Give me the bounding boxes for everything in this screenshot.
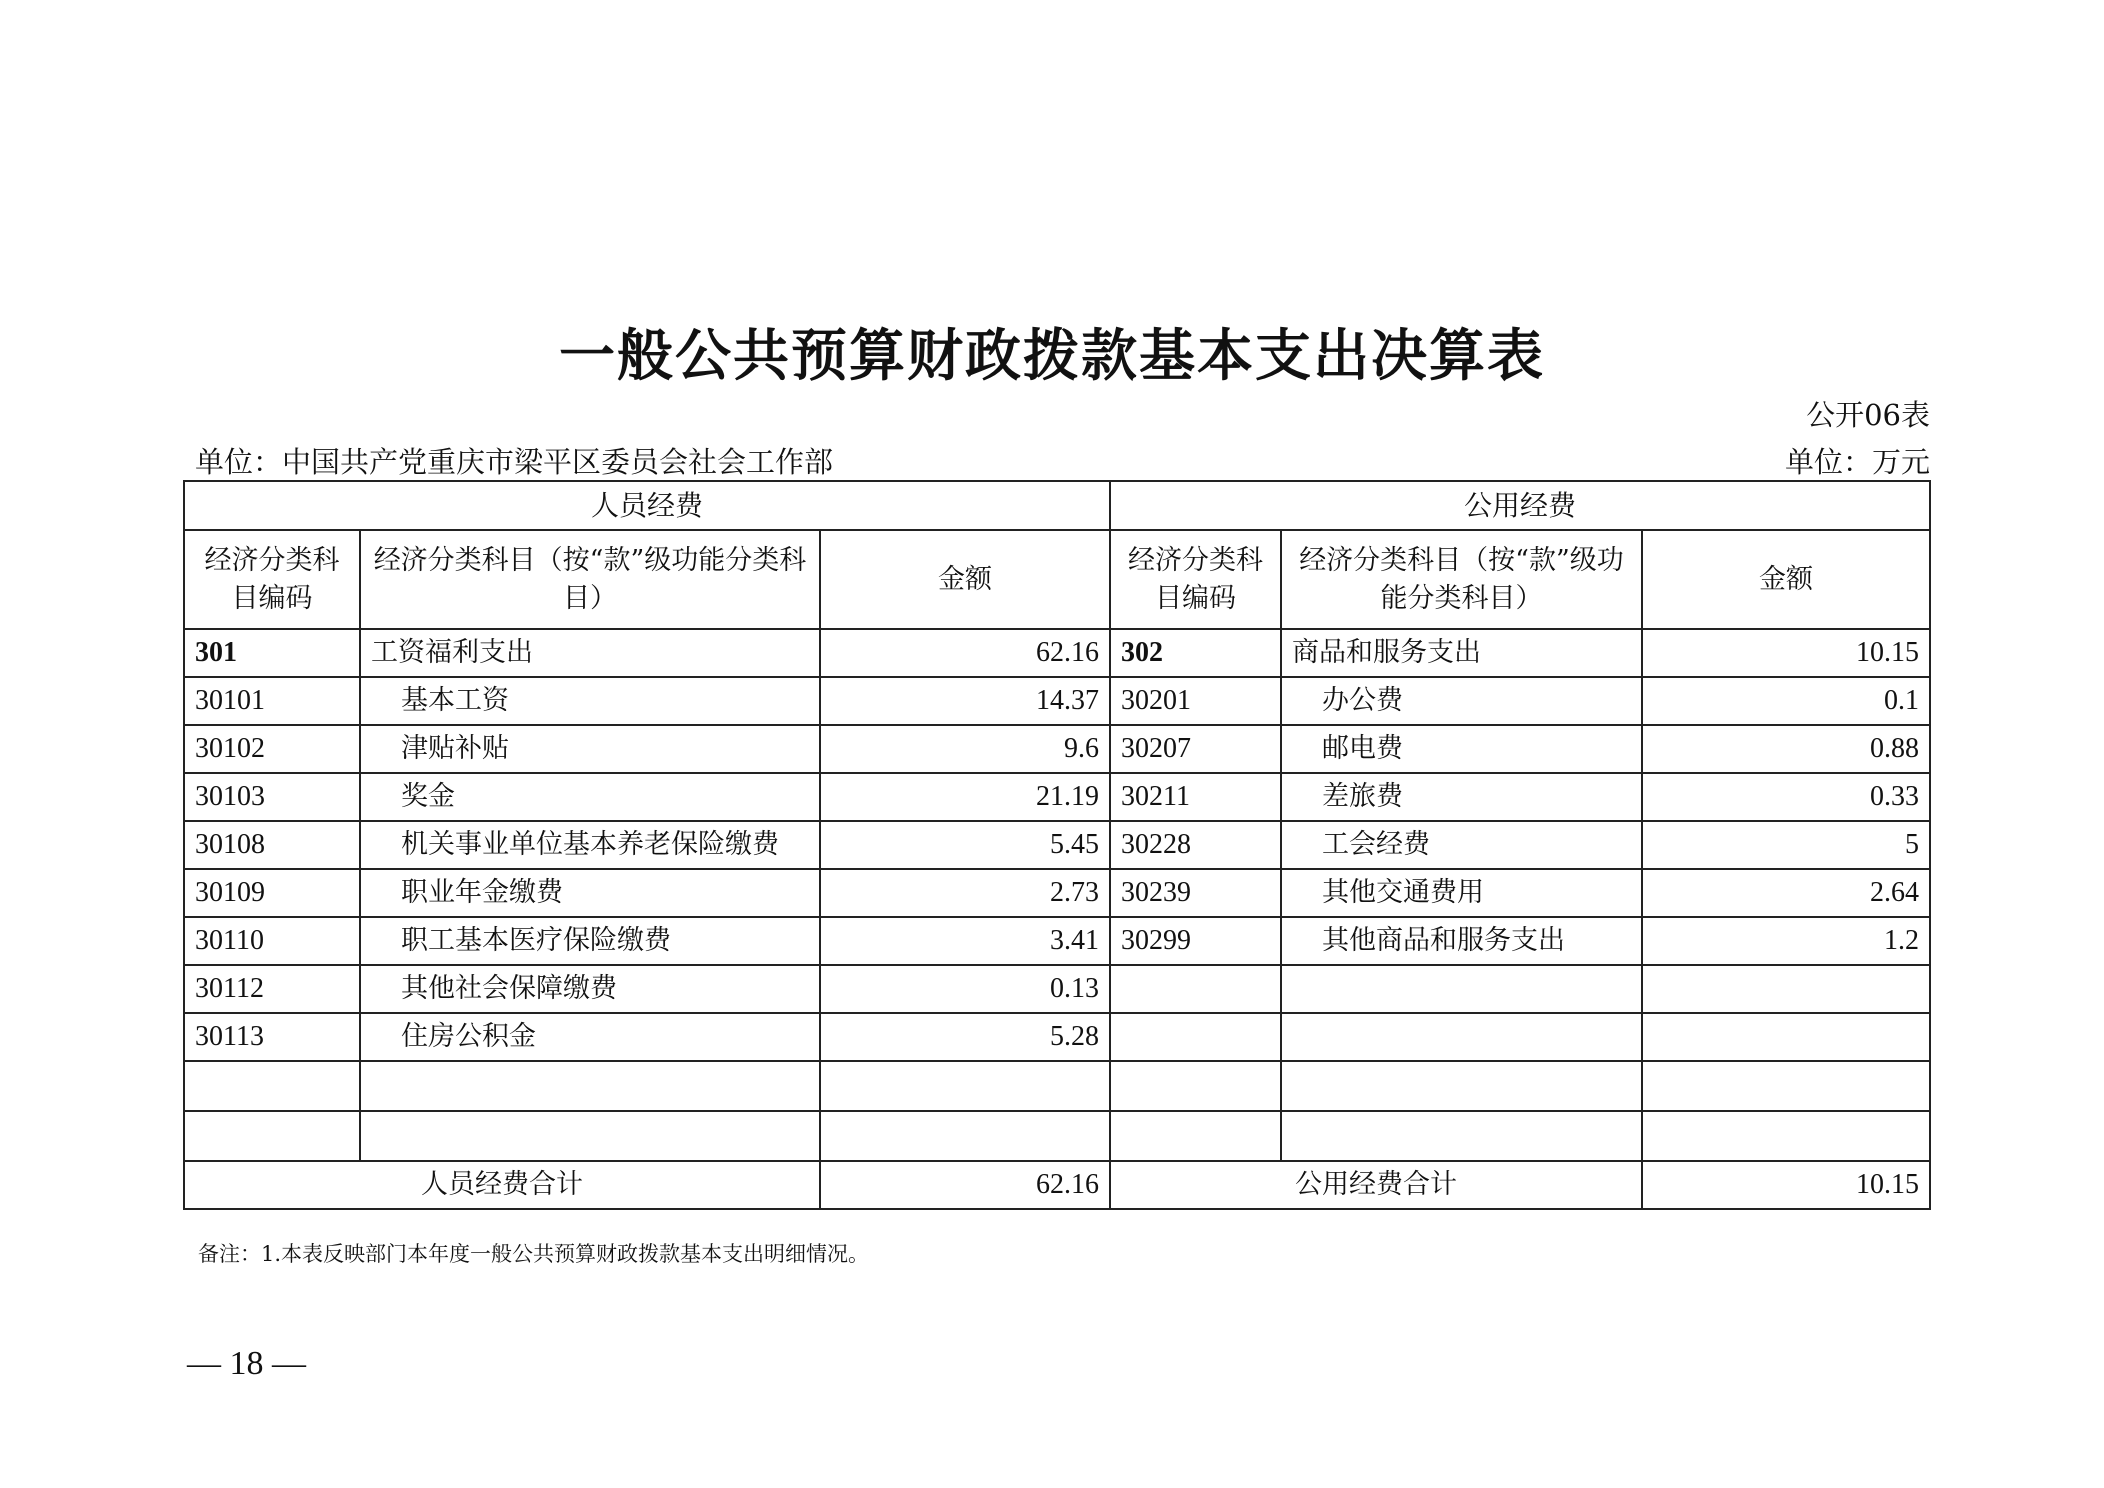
left-name-header: 经济分类科目（按“款”级功能分类科目） [360,530,820,629]
left-code: 301 [184,629,360,677]
table-row [184,677,1930,725]
table-id: 公开06表 [1806,398,1930,432]
left-item-name: 职业年金缴费 [360,869,820,917]
left-item-name: 工资福利支出 [360,629,820,677]
unit-organization: 单位：中国共产党重庆市梁平区委员会社会工作部 [195,445,834,479]
right-item-name: 邮电费 [1281,725,1642,773]
left-amount: 0.13 [820,965,1110,1013]
right-code [1110,1013,1281,1061]
right-amount: 10.15 [1642,629,1930,677]
left-item-name: 住房公积金 [360,1013,820,1061]
right-code: 30201 [1110,677,1281,725]
empty-cell [1281,1061,1642,1111]
left-amount: 5.28 [820,1013,1110,1061]
empty-cell [820,1061,1110,1111]
unit-row [183,440,1930,480]
totals-row [184,1161,1930,1209]
left-code: 30108 [184,821,360,869]
right-item-name: 差旅费 [1281,773,1642,821]
left-item-name: 机关事业单位基本养老保险缴费 [360,821,820,869]
personnel-total-amount: 62.16 [820,1161,1110,1209]
left-amount: 14.37 [820,677,1110,725]
right-item-name [1281,1013,1642,1061]
right-item-name: 工会经费 [1281,821,1642,869]
right-item-name: 办公费 [1281,677,1642,725]
right-item-name: 其他商品和服务支出 [1281,917,1642,965]
page-number: — 18 — [187,1345,306,1382]
right-amount: 1.2 [1642,917,1930,965]
personnel-total-label: 人员经费合计 [184,1161,820,1209]
right-amount [1642,965,1930,1013]
left-amount: 2.73 [820,869,1110,917]
right-name-header: 经济分类科目（按“款”级功能分类科目） [1281,530,1642,629]
right-amount: 0.33 [1642,773,1930,821]
empty-cell [360,1111,820,1161]
right-code [1110,965,1281,1013]
public-total-label: 公用经费合计 [1110,1161,1642,1209]
right-amount: 5 [1642,821,1930,869]
left-code: 30112 [184,965,360,1013]
expenditure-table [183,480,1931,1210]
table-row [184,965,1930,1013]
right-item-name: 其他交通费用 [1281,869,1642,917]
right-amount-header: 金额 [1642,530,1930,629]
empty-cell [1110,1061,1281,1111]
table-row [184,869,1930,917]
left-code: 30110 [184,917,360,965]
left-amount: 21.19 [820,773,1110,821]
right-code: 30207 [1110,725,1281,773]
left-amount-header: 金额 [820,530,1110,629]
right-amount: 0.1 [1642,677,1930,725]
table-row [184,917,1930,965]
table-row [184,821,1930,869]
right-amount: 0.88 [1642,725,1930,773]
right-amount: 2.64 [1642,869,1930,917]
table-row [184,773,1930,821]
right-code: 30299 [1110,917,1281,965]
left-item-name: 津贴补贴 [360,725,820,773]
empty-cell [184,1111,360,1161]
right-code: 30239 [1110,869,1281,917]
empty-cell [1642,1061,1930,1111]
left-amount: 3.41 [820,917,1110,965]
left-item-name: 奖金 [360,773,820,821]
right-item-name [1281,965,1642,1013]
public-header: 公用经费 [1110,481,1930,530]
empty-cell [820,1111,1110,1161]
table-row [184,629,1930,677]
left-item-name: 基本工资 [360,677,820,725]
right-item-name: 商品和服务支出 [1281,629,1642,677]
left-item-name: 职工基本医疗保险缴费 [360,917,820,965]
left-item-name: 其他社会保障缴费 [360,965,820,1013]
right-code: 302 [1110,629,1281,677]
left-code: 30109 [184,869,360,917]
left-code: 30113 [184,1013,360,1061]
table-row [184,1013,1930,1061]
unit-currency: 单位：万元 [1784,445,1930,479]
page-title: 一般公共预算财政拨款基本支出决算表 [559,323,1545,389]
group-header-row [184,481,1930,530]
empty-row [184,1111,1930,1161]
empty-row [184,1061,1930,1111]
empty-cell [184,1061,360,1111]
left-amount: 9.6 [820,725,1110,773]
table-row [184,725,1930,773]
right-code: 30228 [1110,821,1281,869]
left-code-header: 经济分类科目编码 [184,530,360,629]
left-code: 30101 [184,677,360,725]
empty-cell [1281,1111,1642,1161]
empty-cell [1110,1111,1281,1161]
empty-cell [360,1061,820,1111]
right-code: 30211 [1110,773,1281,821]
public-total-amount: 10.15 [1642,1161,1930,1209]
personnel-header: 人员经费 [184,481,1110,530]
left-code: 30103 [184,773,360,821]
column-header-row [184,530,1930,629]
right-amount [1642,1013,1930,1061]
left-code: 30102 [184,725,360,773]
left-amount: 5.45 [820,821,1110,869]
footnote: 备注：1.本表反映部门本年度一般公共预算财政拨款基本支出明细情况。 [198,1242,870,1266]
left-amount: 62.16 [820,629,1110,677]
empty-cell [1642,1111,1930,1161]
right-code-header: 经济分类科目编码 [1110,530,1281,629]
